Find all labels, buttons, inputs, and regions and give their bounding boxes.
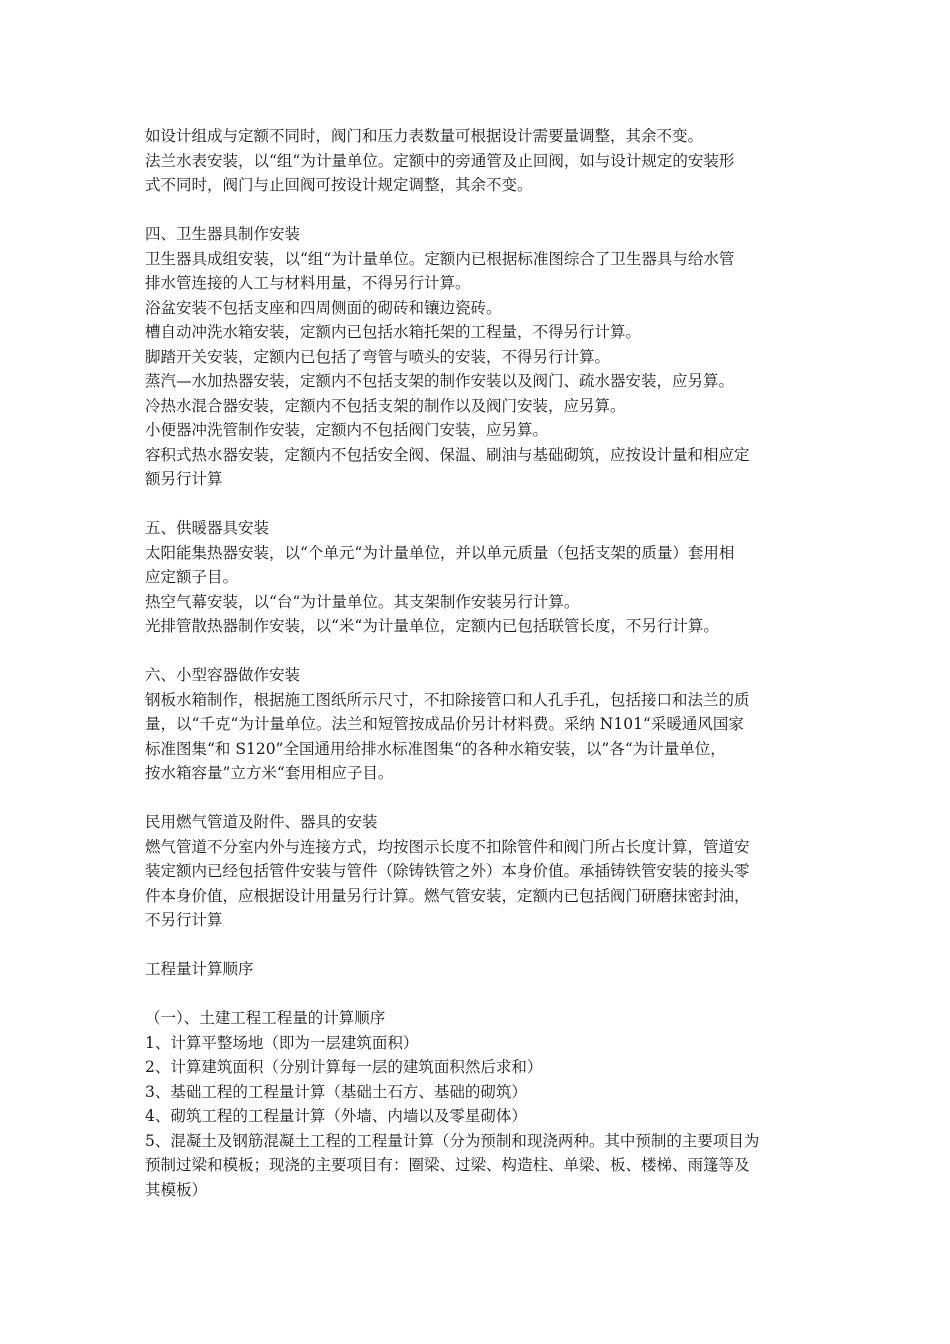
text-line: 其模板） bbox=[145, 1180, 208, 1199]
text-line: 六、小型容器做作安装 bbox=[145, 666, 301, 684]
text-line: （一）、土建工程工程量的计算顺序 bbox=[145, 1009, 386, 1027]
text-line: 燃气管道不分室内外与连接方式，均按图示长度不扣除管件和阀门所占长度计算，管道安 bbox=[145, 837, 750, 856]
text-line: 装定额内已经包括管件安装与管件（除铸铁管之外）本身价值。承插铸铁管安装的接头零 bbox=[145, 862, 750, 880]
text-line: 五、供暖器具安装 bbox=[145, 519, 270, 537]
text-line: 式不同时，阀门与止回阀可按设计规定调整，其余不变。 bbox=[145, 176, 533, 194]
text-block bbox=[145, 124, 810, 198]
text-line: 额另行计算 bbox=[145, 470, 223, 488]
text-line: 浴盆安装不包括支座和四周侧面的砌砖和镶边瓷砖。 bbox=[145, 298, 502, 317]
text-line: 3、基础工程的工程量计算（基础土石方、基础的砌筑） bbox=[145, 1082, 527, 1101]
text-line: 法兰水表安装，以“组“为计量单位。定额中的旁通管及止回阀，如与设计规定的安装形 bbox=[145, 151, 735, 170]
document-page bbox=[145, 124, 810, 1202]
text-line: 钢板水箱制作，根据施工图纸所示尺寸，不扣除接管口和人孔手孔，包括接口和法兰的质 bbox=[145, 690, 750, 709]
text-line: 脚踏开关安装，定额内已包括了弯管与喷头的安装，不得另行计算。 bbox=[145, 347, 611, 366]
text-line: 槽自动冲洗水箱安装，定额内已包括水箱托架的工程量，不得另行计算。 bbox=[145, 323, 642, 341]
text-line: 件本身价值，应根据设计用量另行计算。燃气管安装，定额内已包括阀门研磨抹密封油， bbox=[145, 886, 750, 905]
text-line: 小便器冲洗管制作安装，定额内不包括阀门安装，应另算。 bbox=[145, 421, 549, 439]
paragraph-gap bbox=[145, 639, 810, 664]
text-block bbox=[145, 810, 810, 933]
text-line: 蒸汽—水加热器安装，定额内不包括支架的制作安装以及阀门、疏水器安装，应另算。 bbox=[145, 372, 735, 390]
paragraph-gap bbox=[145, 492, 810, 517]
text-line: 如设计组成与定额不同时，阀门和压力表数量可根据设计需要量调整，其余不变。 bbox=[145, 127, 704, 145]
text-line: 量，以“千克“为计量单位。法兰和短管按成品价另计材料费。采纳 N101“采暖通风国家 bbox=[145, 715, 744, 733]
text-line: 卫生器具成组安装，以“组“为计量单位。定额内已根据标准图综合了卫生器具与给水管 bbox=[145, 249, 735, 268]
text-line: 四、卫生器具制作安装 bbox=[145, 225, 301, 243]
paragraph-gap bbox=[145, 786, 810, 811]
text-block bbox=[145, 957, 810, 982]
text-line: 按水箱容量”立方米“套用相应子目。 bbox=[145, 764, 394, 782]
text-line: 5、混凝土及钢筋混凝土工程的工程量计算（分为预制和现浇两种。其中预制的主要项目为 bbox=[145, 1131, 760, 1150]
text-line: 冷热水混合器安装，定额内不包括支架的制作以及阀门安装，应另算。 bbox=[145, 396, 626, 415]
text-line: 光排管散热器制作安装，以“米“为计量单位，定额内已包括联管长度，不另行计算。 bbox=[145, 617, 719, 635]
paragraph-gap bbox=[145, 933, 810, 958]
text-line: 应定额子目。 bbox=[145, 568, 239, 586]
text-line: 容积式热水器安装，定额内不包括安全阀、保温、刷油与基础砌筑，应按设计量和相应定 bbox=[145, 445, 750, 464]
text-line: 热空气幕安装，以“台“为计量单位。其支架制作安装另行计算。 bbox=[145, 592, 580, 611]
text-line: 排水管连接的人工与材料用量，不得另行计算。 bbox=[145, 274, 471, 292]
text-block bbox=[145, 222, 810, 492]
text-line: 民用燃气管道及附件、器具的安装 bbox=[145, 813, 378, 831]
text-block bbox=[145, 663, 810, 786]
paragraph-gap bbox=[145, 982, 810, 1007]
text-line: 预制过梁和模板；现浇的主要项目有：圈梁、过梁、构造柱、单梁、板、楼梯、雨篷等及 bbox=[145, 1156, 750, 1174]
text-line: 4、砌筑工程的工程量计算（外墙、内墙以及零星砌体） bbox=[145, 1107, 527, 1125]
text-block bbox=[145, 516, 810, 639]
text-line: 工程量计算顺序 bbox=[145, 960, 254, 978]
text-line: 2、计算建筑面积（分别计算每一层的建筑面积然后求和） bbox=[145, 1058, 543, 1076]
paragraph-gap bbox=[145, 198, 810, 223]
text-line: 不另行计算 bbox=[145, 911, 223, 929]
text-line: 太阳能集热器安装，以“个单元“为计量单位，并以单元质量（包括支架的质量）套用相 bbox=[145, 543, 735, 562]
text-line: 1、计算平整场地（即为一层建筑面积） bbox=[145, 1033, 419, 1052]
text-block bbox=[145, 1006, 810, 1202]
text-line: 标准图集“和 S120”全国通用给排水标准图集“的各种水箱安装，以”各“为计量单位， bbox=[145, 739, 726, 758]
